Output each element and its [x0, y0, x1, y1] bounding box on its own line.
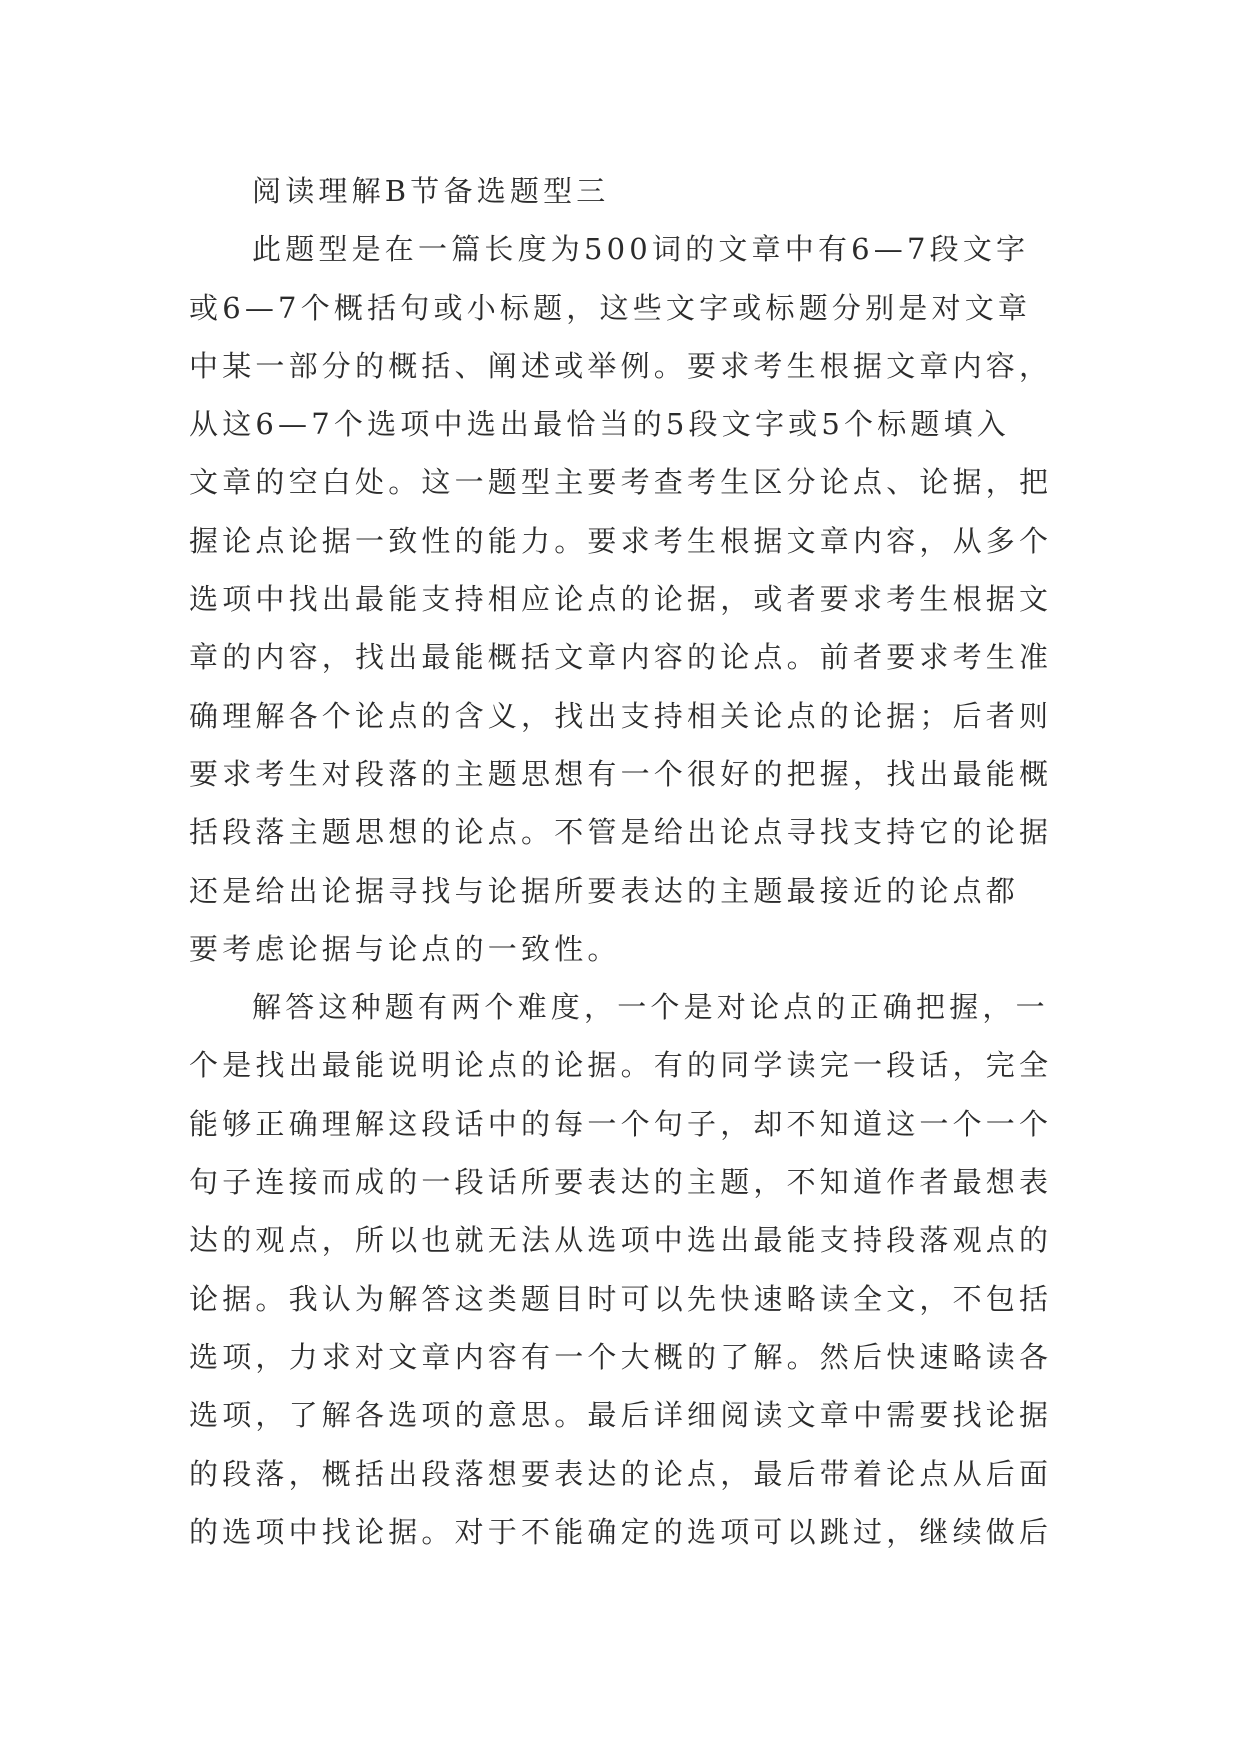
- paragraph-line: 要求考生对段落的主题思想有一个很好的把握，找出最能概: [189, 756, 1053, 791]
- paragraph-line: 从这6—7个选项中选出最恰当的5段文字或5个标题填入: [189, 407, 1011, 442]
- paragraph-line: 此题型是在一篇长度为500词的文章中有6—7段文字: [252, 232, 1030, 267]
- paragraph-line: 论据。我认为解答这类题目时可以先快速略读全文，不包括: [189, 1281, 1053, 1316]
- paragraph-line: 的选项中找论据。对于不能确定的选项可以跳过，继续做后: [189, 1514, 1053, 1549]
- paragraph-line: 确理解各个论点的含义，找出支持相关论点的论据；后者则: [189, 698, 1053, 733]
- paragraph-line: 的段落，概括出段落想要表达的论点，最后带着论点从后面: [189, 1456, 1053, 1491]
- document-title: 阅读理解B节备选题型三: [252, 174, 610, 208]
- paragraph-line: 中某一部分的概括、阐述或举例。要求考生根据文章内容，: [189, 348, 1053, 383]
- paragraph-line: 握论点论据一致性的能力。要求考生根据文章内容，从多个: [189, 523, 1053, 558]
- paragraph-line: 或6—7个概括句或小标题，这些文字或标题分别是对文章: [189, 290, 1032, 325]
- paragraph-line: 达的观点，所以也就无法从选项中选出最能支持段落观点的: [189, 1223, 1053, 1258]
- paragraph-line: 个是找出最能说明论点的论据。有的同学读完一段话，完全: [189, 1048, 1053, 1083]
- paragraph-line: 还是给出论据寻找与论据所要表达的主题最接近的论点都: [189, 873, 1020, 908]
- paragraph-line: 文章的空白处。这一题型主要考查考生区分论点、论据，把: [189, 465, 1053, 500]
- paragraph-line: 选项，力求对文章内容有一个大概的了解。然后快速略读各: [189, 1339, 1053, 1374]
- paragraph-1: [189, 220, 1055, 978]
- paragraph-line: 括段落主题思想的论点。不管是给出论点寻找支持它的论据: [189, 815, 1053, 850]
- paragraph-line: 选项，了解各选项的意思。最后详细阅读文章中需要找论据: [189, 1398, 1053, 1433]
- paragraph-line: 章的内容，找出最能概括文章内容的论点。前者要求考生准: [189, 640, 1053, 675]
- paragraph-line: 能够正确理解这段话中的每一个句子，却不知道这一个一个: [189, 1106, 1053, 1141]
- paragraph-2: [189, 978, 1055, 1561]
- paragraph-line: 要考虑论据与论点的一致性。: [189, 931, 621, 966]
- paragraph-line: 句子连接而成的一段话所要表达的主题，不知道作者最想表: [189, 1165, 1053, 1200]
- document-body: [189, 162, 1055, 1561]
- paragraph-line: 解答这种题有两个难度，一个是对论点的正确把握，一: [252, 990, 1049, 1025]
- paragraph-line: 选项中找出最能支持相应论点的论据，或者要求考生根据文: [189, 582, 1053, 617]
